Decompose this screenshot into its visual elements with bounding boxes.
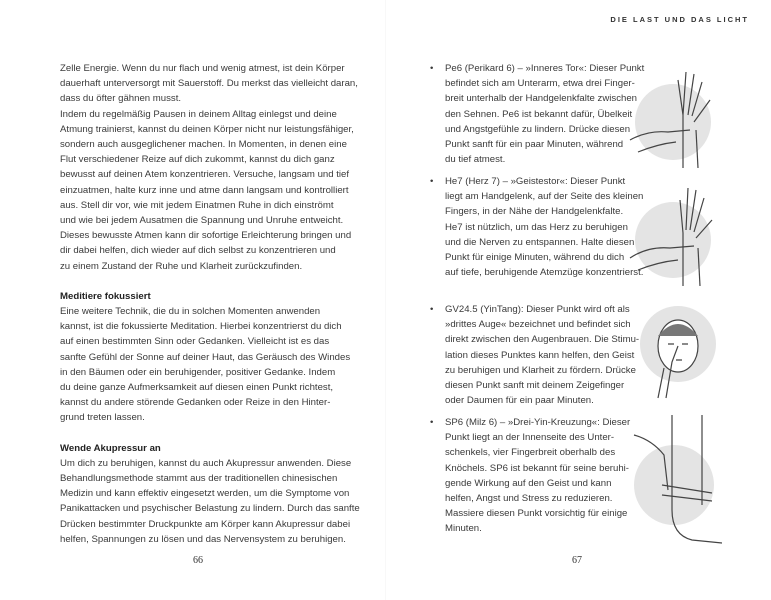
text-line: Eine weitere Technik, die du in solchen Momenten anwenden — [60, 306, 321, 318]
text-line: den Sehnen. Pe6 ist bekannt dafür, Übelkeit — [445, 108, 633, 120]
text-line: helfen, Angst und Stress zu reduzieren. — [445, 493, 613, 505]
text-line: lation dieses Punktes kann helfen, den Geist — [445, 349, 635, 361]
text-line: Behandlungsmethode stammt aus der traditionellen chinesischen — [60, 473, 338, 485]
text-line: SP6 (Milz 6) – »Drei-Yin-Kreuzung«: Dieser — [445, 417, 631, 428]
acupressure-point-pe6 — [430, 61, 645, 167]
text-line: breit unterhalb der Handgelenkfalte zwischen — [445, 93, 637, 105]
text-line: schenkels, vier Fingerbreit oberhalb des — [445, 447, 616, 459]
section-heading: Wende Akupressur an — [60, 442, 161, 454]
section-heading: Meditiere fokussiert — [60, 290, 151, 302]
page-number-right: 67 — [572, 555, 582, 566]
acupressure-point-gv24-5 — [430, 302, 640, 408]
text-line: diesen Punkt sanft mit deinem Zeigefinger — [445, 380, 625, 392]
text-line: He7 ist nützlich, um das Herz zu beruhigen — [445, 221, 628, 233]
text-line: Dieses bewusste Atmen kann dir sofortige Erleichterung bringen und — [60, 230, 352, 242]
text-line: GV24.5 (YinTang): Dieser Punkt wird oft als — [445, 304, 630, 315]
text-line: befindet sich am Unterarm, etwa drei Finger- — [445, 78, 635, 90]
text-line: Medizin und kann effektiv eingesetzt werden, um die Symptome von — [60, 488, 350, 500]
text-line: Fingers, in der Nähe der Handgelenkfalte. — [445, 206, 624, 218]
text-line: Panikattacken und psychischer Belastung zu lindern. Durch das sanfte — [60, 503, 360, 515]
text-line: Atmung trainierst, kannst du deinen Körper nicht nur leistungsfähiger, — [60, 123, 354, 135]
text-line: He7 (Herz 7) – »Geistestor«: Dieser Punkt — [445, 176, 626, 187]
text-line: dauerhaft unterversorgt mit Sauerstoff. Du merkst das vielleicht daran, — [60, 78, 358, 90]
bullet-text — [445, 302, 640, 408]
bullet-text — [445, 174, 644, 280]
paragraph-gap — [60, 426, 380, 441]
text-line: du tief atmest. — [445, 154, 506, 166]
text-line: gende Wirkung auf den Geist und kann — [445, 477, 612, 489]
text-line: sondern auch ausgeglichener machen. In Momenten, in denen eine — [60, 139, 347, 151]
text-line: Punkt für einige Minuten, während du dich — [445, 252, 625, 264]
bullet-icon: • — [430, 176, 434, 187]
text-line: auf tiefe, beruhigende Atemzüge konzentrierst. — [445, 267, 644, 279]
text-line: und Angstgefühle zu lindern. Drücke diesen — [445, 123, 631, 135]
text-line: liegt am Handgelenk, auf der Seite des kleinen — [445, 191, 644, 203]
text-line: zu einem Zustand der Ruhe und Klarheit zurückzufinden. — [60, 260, 303, 272]
acupressure-point-he7 — [430, 174, 644, 280]
text-line: Minuten. — [445, 523, 482, 535]
text-line: direkt zwischen den Augenbrauen. Die Stimu- — [445, 334, 640, 346]
bullet-icon: • — [430, 63, 434, 74]
text-line: »drittes Auge« bezeichnet und befindet sich — [445, 319, 631, 331]
text-line: und wie bei jedem Ausatmen die Spannung und Unruhe entweicht. — [60, 215, 344, 227]
text-line: zu beruhigen und Klarheit zu fördern. Drücke — [445, 364, 636, 376]
hand-pe6-illustration — [628, 60, 718, 170]
text-line: kannst du andere störende Gedanken oder Reize in den Hinter- — [60, 397, 331, 409]
text-line: Um dich zu beruhigen, kannst du auch Akupressur anwenden. Diese — [60, 457, 352, 469]
text-line: Pe6 (Perikard 6) – »Inneres Tor«: Dieser Punkt — [445, 63, 645, 74]
text-line: Massiere diesen Punkt vorsichtig für einige — [445, 508, 628, 520]
text-line: Knöchels. SP6 ist bekannt für seine beruhi- — [445, 462, 629, 474]
text-line: oder Daumen für ein paar Minuten. — [445, 395, 594, 407]
leg-sp6-illustration — [632, 415, 722, 550]
acupressure-point-sp6 — [430, 415, 640, 537]
text-line: sanfte Gefühl der Sonne auf deiner Haut, das Geräusch des Windes — [60, 351, 351, 363]
page-number-left: 66 — [193, 555, 203, 566]
face-gv24-illustration — [636, 302, 716, 402]
text-line: du deine ganze Aufmerksamkeit auf diesen einen Punkt richtest, — [60, 382, 334, 394]
bullet-icon: • — [430, 304, 434, 315]
book-gutter — [385, 0, 386, 600]
text-line: und die Nerven zu entspannen. Halte diesen — [445, 236, 635, 248]
text-line: dir dabei helfen, dich wieder auf dich selbst zu konzentrieren und — [60, 245, 336, 257]
text-line: Punkt sanft für ein paar Minuten, während — [445, 139, 624, 151]
text-line: kannst, ist die fokussierte Meditation. Hierbei konzentrierst du dich — [60, 321, 342, 333]
text-line: Indem du regelmäßig Pausen in deinem Alltag einlegst und deine — [60, 108, 337, 120]
bullet-icon: • — [430, 417, 434, 428]
bullet-text — [445, 415, 640, 537]
left-page-text — [60, 61, 380, 547]
text-line: dass du öfter gähnen musst. — [60, 93, 182, 105]
text-line: helfen, Spannungen zu lösen und das Nervensystem zu beruhigen. — [60, 533, 346, 545]
text-line: Drücken bestimmter Druckpunkte am Körper kann Akupressur dabei — [60, 518, 351, 530]
text-line: einzuatmen, halte kurz inne und atme dann langsam und kontrolliert — [60, 184, 349, 196]
running-head: DIE LAST UND DAS LICHT — [610, 15, 749, 24]
bullet-text — [445, 61, 645, 167]
text-line: grund treten lassen. — [60, 412, 145, 424]
hand-he7-illustration — [628, 178, 718, 288]
text-line: auf einen bestimmten Sinn oder Gedanken. Vielleicht ist es das — [60, 336, 330, 348]
text-line: Zelle Energie. Wenn du nur flach und wenig atmest, ist dein Körper — [60, 63, 345, 74]
text-line: bewusst auf deinen Atem konzentrieren. Versuche, langsam und tief — [60, 169, 350, 181]
text-line: Flut verschiedener Reize auf dich zukommt, kannst du dich ganz — [60, 154, 335, 166]
text-line: aus. Stell dir vor, wie mit jedem Einatmen Ruhe in dich einströmt — [60, 199, 334, 211]
text-line: in den Bäumen oder ein beruhigender, positiver Gedanke. Indem — [60, 366, 336, 378]
text-line: Punkt liegt an der Innenseite des Unter- — [445, 432, 615, 444]
paragraph-gap — [60, 274, 380, 289]
